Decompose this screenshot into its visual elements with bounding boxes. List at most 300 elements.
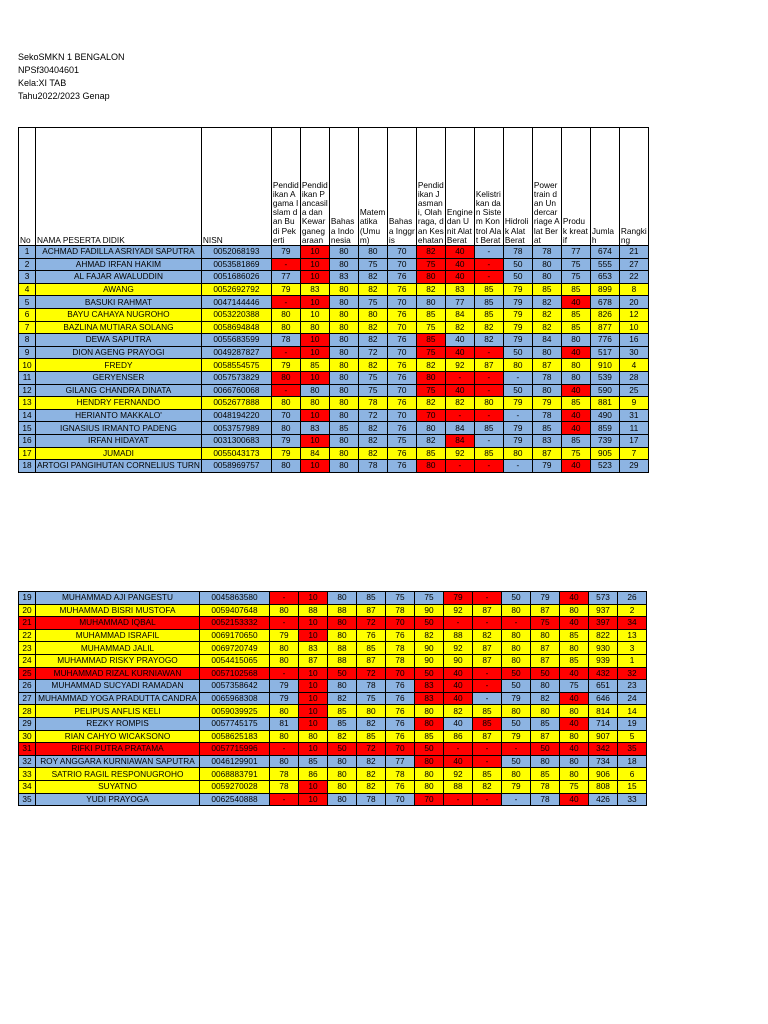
table-row — [19, 359, 649, 372]
table-cell: 80 — [560, 604, 589, 617]
nisn-cell: 0057573829 — [201, 371, 271, 384]
table-cell: 877 — [590, 321, 619, 334]
table-cell: - — [474, 409, 503, 422]
table-cell: 826 — [590, 308, 619, 321]
table-row — [19, 371, 649, 384]
table-cell: 82 — [531, 692, 560, 705]
table-cell: 80 — [329, 258, 358, 271]
table-row — [19, 384, 649, 397]
table-cell: 80 — [415, 717, 444, 730]
table-cell: 13 — [618, 629, 647, 642]
table-cell: - — [444, 743, 473, 756]
table-cell: 85 — [328, 705, 357, 718]
table-cell: 75 — [560, 780, 589, 793]
table-cell: 80 — [416, 371, 445, 384]
col-header: Power train dan Undercarriage Alat Berat — [532, 128, 561, 246]
table-cell: 27 — [619, 258, 648, 271]
table-cell: 84 — [445, 308, 474, 321]
table-cell: 72 — [357, 743, 386, 756]
table-cell: 714 — [589, 717, 618, 730]
table-cell: - — [473, 592, 502, 605]
table-cell: - — [473, 617, 502, 630]
table-cell: - — [474, 460, 503, 473]
table-cell: 10 — [299, 629, 328, 642]
table-cell: - — [474, 258, 503, 271]
table-cell: 87 — [357, 654, 386, 667]
table-cell: 40 — [445, 258, 474, 271]
table-cell: 82 — [358, 334, 387, 347]
table-cell: 75 — [357, 692, 386, 705]
table-cell: 397 — [589, 617, 618, 630]
student-name-cell: MUHAMMAD BISRI MUSTOFA — [36, 604, 200, 617]
nisn-cell: 0069720749 — [200, 642, 270, 655]
table-cell: 78 — [503, 246, 532, 259]
table-cell: - — [502, 793, 531, 806]
table-cell: 80 — [531, 755, 560, 768]
table-cell: 76 — [387, 334, 416, 347]
table-cell: - — [503, 460, 532, 473]
table-cell: - — [503, 409, 532, 422]
table-cell: 10 — [299, 667, 328, 680]
table-cell: 19 — [618, 717, 647, 730]
table-cell: - — [270, 592, 299, 605]
table-cell: - — [271, 346, 300, 359]
table-cell: 18 — [618, 755, 647, 768]
table-cell: 70 — [387, 321, 416, 334]
table-cell: 85 — [474, 447, 503, 460]
table-cell: 79 — [532, 460, 561, 473]
table-cell: 80 — [270, 730, 299, 743]
table-cell: 50 — [415, 617, 444, 630]
table-cell: 78 — [532, 409, 561, 422]
table-row — [19, 604, 647, 617]
table-cell: 26 — [19, 680, 36, 693]
table-cell: 79 — [503, 296, 532, 309]
table-cell: 10 — [299, 692, 328, 705]
table-cell: 40 — [561, 409, 590, 422]
grades-table-2 — [18, 591, 647, 806]
table-cell: 432 — [589, 667, 618, 680]
table-cell: 10 — [300, 346, 329, 359]
table-cell: 7 — [619, 447, 648, 460]
table-cell: 80 — [561, 359, 590, 372]
table-cell: 35 — [19, 793, 36, 806]
table-cell: 1 — [618, 654, 647, 667]
table-cell: 16 — [619, 334, 648, 347]
nisn-cell: 0052677888 — [201, 397, 271, 410]
table-cell: 85 — [357, 592, 386, 605]
student-name-cell: ACHMAD FADILLA ASRIYADI SAPUTRA — [36, 246, 202, 259]
table-cell: 75 — [561, 258, 590, 271]
table-cell: 80 — [328, 617, 357, 630]
table-cell: 80 — [270, 604, 299, 617]
table-cell: 87 — [473, 654, 502, 667]
table-cell: 88 — [444, 780, 473, 793]
table-cell: 79 — [271, 359, 300, 372]
table-cell: 85 — [532, 422, 561, 435]
table-cell: 79 — [503, 321, 532, 334]
table-cell: 85 — [474, 308, 503, 321]
table-cell: 85 — [328, 717, 357, 730]
table-row — [19, 680, 647, 693]
table-cell: 85 — [561, 434, 590, 447]
student-name-cell: SUYATNO — [36, 780, 200, 793]
table-cell: 35 — [618, 743, 647, 756]
table-cell: 734 — [589, 755, 618, 768]
table-cell: 25 — [619, 384, 648, 397]
table-cell: 76 — [386, 680, 415, 693]
table-cell: 80 — [270, 654, 299, 667]
table-cell: 80 — [329, 334, 358, 347]
student-name-cell: GERYENSER — [36, 371, 202, 384]
table-cell: 70 — [386, 743, 415, 756]
student-name-cell: SATRIO RAGIL RESPONUGROHO — [36, 768, 200, 781]
table-row — [19, 768, 647, 781]
student-name-cell: RIAN CAHYO WICAKSONO — [36, 730, 200, 743]
table-cell: 85 — [300, 359, 329, 372]
student-name-cell: AL FAJAR AWALUDDIN — [36, 271, 202, 284]
table-cell: 40 — [445, 271, 474, 284]
table-cell: 3 — [19, 271, 36, 284]
table-cell: 87 — [532, 447, 561, 460]
table-cell: 88 — [328, 654, 357, 667]
table-cell: 76 — [387, 371, 416, 384]
table-cell: 82 — [416, 246, 445, 259]
table-cell: 78 — [358, 397, 387, 410]
table-cell: 50 — [415, 743, 444, 756]
table-cell: 70 — [387, 258, 416, 271]
table-cell: 76 — [387, 397, 416, 410]
table-cell: - — [503, 371, 532, 384]
table-cell: 50 — [502, 667, 531, 680]
table-cell: 82 — [358, 359, 387, 372]
table-row — [19, 321, 649, 334]
table-cell: 82 — [474, 334, 503, 347]
table-cell: 76 — [387, 359, 416, 372]
nisn-cell: 0049287827 — [201, 346, 271, 359]
nisn-cell: 0055043173 — [201, 447, 271, 460]
table-cell: 76 — [387, 447, 416, 460]
table-cell: 75 — [560, 680, 589, 693]
table-cell: 19 — [19, 592, 36, 605]
table-cell: 21 — [19, 617, 36, 630]
table-cell: 25 — [19, 667, 36, 680]
table-cell: 1 — [19, 246, 36, 259]
table-cell: 70 — [271, 409, 300, 422]
table-cell: 18 — [19, 460, 36, 473]
table-row — [19, 717, 647, 730]
table-cell: 80 — [328, 592, 357, 605]
table-cell: 40 — [445, 346, 474, 359]
table-cell: - — [271, 384, 300, 397]
table-cell: 81 — [270, 717, 299, 730]
table-cell: 822 — [589, 629, 618, 642]
table-cell: 80 — [502, 604, 531, 617]
table-cell: 12 — [19, 384, 36, 397]
table-cell: 80 — [329, 397, 358, 410]
table-row — [19, 258, 649, 271]
table-cell: 87 — [531, 604, 560, 617]
table-cell: 5 — [19, 296, 36, 309]
table-cell: 85 — [357, 730, 386, 743]
table-cell: 80 — [300, 384, 329, 397]
table-row — [19, 346, 649, 359]
table-cell: 85 — [560, 629, 589, 642]
table-cell: 10 — [300, 271, 329, 284]
table-cell: 80 — [532, 271, 561, 284]
nisn-cell: 0055683599 — [201, 334, 271, 347]
table-cell: 76 — [357, 629, 386, 642]
table-cell: 79 — [532, 397, 561, 410]
table-cell: 33 — [618, 793, 647, 806]
student-name-cell: HENDRY FERNANDO — [36, 397, 202, 410]
table-cell: 31 — [619, 409, 648, 422]
table-row — [19, 705, 647, 718]
table-cell: 83 — [445, 283, 474, 296]
nisn-cell: 0048194220 — [201, 409, 271, 422]
table-cell: 80 — [502, 768, 531, 781]
table-cell: 27 — [19, 692, 36, 705]
table-cell: - — [474, 384, 503, 397]
table-cell: 80 — [270, 755, 299, 768]
table-cell: 678 — [590, 296, 619, 309]
table-cell: 87 — [531, 730, 560, 743]
table-cell: - — [473, 667, 502, 680]
table-cell: 9 — [19, 346, 36, 359]
table-cell: 85 — [473, 717, 502, 730]
table-cell: - — [473, 680, 502, 693]
table-cell: 50 — [502, 755, 531, 768]
table-cell: 10 — [300, 308, 329, 321]
table-cell: 16 — [19, 434, 36, 447]
table-row — [19, 409, 649, 422]
table-cell: 739 — [590, 434, 619, 447]
table-row — [19, 743, 647, 756]
table-cell: 10 — [299, 717, 328, 730]
table-cell: 70 — [386, 793, 415, 806]
table-cell: 92 — [444, 642, 473, 655]
col-header: Kelistrikan dan Sistem Kontrol Alat Berat — [474, 128, 503, 246]
nisn-cell: 0059039925 — [200, 705, 270, 718]
table-cell: 82 — [416, 283, 445, 296]
table-cell: 78 — [270, 780, 299, 793]
table-cell: - — [473, 692, 502, 705]
student-name-cell: DEWA SAPUTRA — [36, 334, 202, 347]
table-cell: 80 — [358, 308, 387, 321]
table-cell: 80 — [300, 397, 329, 410]
table-cell: 82 — [358, 271, 387, 284]
table-cell: - — [474, 246, 503, 259]
table-cell: 77 — [386, 755, 415, 768]
table-cell: 80 — [532, 346, 561, 359]
table-cell: 10 — [300, 296, 329, 309]
table-cell: 80 — [502, 642, 531, 655]
table-cell: 87 — [531, 654, 560, 667]
table-cell: 75 — [358, 384, 387, 397]
table-cell: 80 — [502, 705, 531, 718]
table-cell: 83 — [415, 680, 444, 693]
table-cell: 80 — [271, 422, 300, 435]
table-cell: 80 — [416, 422, 445, 435]
table-cell: 2 — [618, 604, 647, 617]
table-cell: 92 — [444, 604, 473, 617]
table-cell: 80 — [328, 780, 357, 793]
table-cell: 80 — [329, 296, 358, 309]
table-cell: - — [502, 743, 531, 756]
table-cell: 10 — [299, 617, 328, 630]
table-cell: 83 — [532, 434, 561, 447]
table-cell: 87 — [532, 359, 561, 372]
table-row — [19, 334, 649, 347]
table-cell: 75 — [358, 371, 387, 384]
student-name-cell: ARTOGI PANGIHUTAN CORNELIUS TURN — [37, 460, 200, 471]
table-cell: 84 — [445, 422, 474, 435]
student-name-cell: IGNASIUS IRMANTO PADENG — [36, 422, 202, 435]
table-row — [19, 654, 647, 667]
table-cell: 82 — [416, 397, 445, 410]
table-cell: 80 — [357, 705, 386, 718]
table-cell: 75 — [416, 321, 445, 334]
table-cell: 523 — [590, 460, 619, 473]
table-cell: - — [271, 296, 300, 309]
table-cell: 82 — [416, 359, 445, 372]
table-cell: 9 — [619, 397, 648, 410]
table-cell: 11 — [619, 422, 648, 435]
table-cell: 90 — [444, 654, 473, 667]
table-cell: 70 — [415, 793, 444, 806]
table-cell: 10 — [300, 371, 329, 384]
table-cell: 79 — [271, 246, 300, 259]
nisn-cell: 0052153332 — [200, 617, 270, 630]
table-cell: 80 — [532, 258, 561, 271]
nisn-cell: 0052068193 — [201, 246, 271, 259]
table-cell: 26 — [618, 592, 647, 605]
table-cell: 82 — [358, 422, 387, 435]
table-cell: 87 — [473, 730, 502, 743]
table-cell: 939 — [589, 654, 618, 667]
table-cell: 75 — [358, 296, 387, 309]
student-name-cell: MUHAMMAD JALIL — [36, 642, 200, 655]
table-row — [19, 755, 647, 768]
table-cell: 40 — [561, 384, 590, 397]
table-cell: 87 — [531, 642, 560, 655]
table-cell: 5 — [618, 730, 647, 743]
table-cell: 651 — [589, 680, 618, 693]
table-cell: 10 — [300, 409, 329, 422]
table-cell: 50 — [503, 346, 532, 359]
table-cell: 75 — [358, 258, 387, 271]
table-cell: - — [474, 346, 503, 359]
student-name-cell: IRFAN HIDAYAT — [36, 434, 202, 447]
table-cell: 29 — [619, 460, 648, 473]
table-cell: 937 — [589, 604, 618, 617]
table-cell: 28 — [19, 705, 36, 718]
table-cell: 75 — [415, 592, 444, 605]
table-row — [19, 434, 649, 447]
table-cell: 10 — [299, 680, 328, 693]
table-cell: 14 — [19, 409, 36, 422]
student-name-cell: MUHAMMAD RISKY PRAYOGO — [36, 654, 200, 667]
student-name-cell: ROY ANGGARA KURNIAWAN SAPUTRA — [36, 755, 200, 768]
table-cell: - — [445, 371, 474, 384]
student-name-cell: MUHAMMAD ISRAFIL — [36, 629, 200, 642]
table-cell: 490 — [590, 409, 619, 422]
table-cell: 78 — [357, 793, 386, 806]
student-name-cell: MUHAMMAD RIZAL KURNIAWAN — [36, 667, 200, 680]
table-cell: 76 — [386, 629, 415, 642]
table-cell: 50 — [502, 680, 531, 693]
table-row — [19, 629, 647, 642]
table-cell: 24 — [618, 692, 647, 705]
table-cell: - — [444, 617, 473, 630]
table-cell: 80 — [329, 447, 358, 460]
table-cell: 15 — [618, 780, 647, 793]
nisn-cell: 0052692792 — [201, 283, 271, 296]
table-cell: - — [473, 743, 502, 756]
table-cell: 653 — [590, 271, 619, 284]
table-cell: 76 — [386, 780, 415, 793]
table-cell: 79 — [503, 422, 532, 435]
table-cell: 82 — [328, 692, 357, 705]
table-cell: 87 — [473, 604, 502, 617]
table-cell: 78 — [270, 768, 299, 781]
table-cell: 10 — [619, 321, 648, 334]
table-cell: 40 — [444, 667, 473, 680]
table-row — [19, 246, 649, 259]
table-cell: 776 — [590, 334, 619, 347]
table-cell: 78 — [532, 371, 561, 384]
table-cell: 85 — [473, 705, 502, 718]
table-cell: 76 — [387, 422, 416, 435]
table-cell: 82 — [445, 321, 474, 334]
table-row — [19, 460, 649, 473]
col-header: Bahasa Inggris — [387, 128, 416, 246]
table-cell: 80 — [270, 642, 299, 655]
table-cell: 3 — [618, 642, 647, 655]
table-cell: 79 — [502, 730, 531, 743]
table-cell: 10 — [300, 258, 329, 271]
table-cell: 11 — [19, 371, 36, 384]
table-cell: 899 — [590, 283, 619, 296]
npsn-line: NPSf30404601 — [18, 65, 80, 75]
table-cell: 87 — [474, 359, 503, 372]
table-cell: 40 — [444, 755, 473, 768]
table-cell: 539 — [590, 371, 619, 384]
student-name-cell: MUHAMMAD AJI PANGESTU — [36, 592, 200, 605]
table-cell: 82 — [444, 705, 473, 718]
table-cell: 80 — [416, 460, 445, 473]
table-cell: 75 — [561, 271, 590, 284]
school-name: SekoSMKN 1 BENGALON — [18, 52, 125, 62]
nisn-cell: 0031300683 — [201, 434, 271, 447]
table-cell: 77 — [561, 246, 590, 259]
table-cell: 50 — [328, 667, 357, 680]
table-cell: 555 — [590, 258, 619, 271]
table-cell: 90 — [415, 654, 444, 667]
table-cell: 80 — [328, 629, 357, 642]
table-cell: 80 — [271, 460, 300, 473]
class-line: Kela:XI TAB — [18, 78, 67, 88]
table-cell: - — [445, 409, 474, 422]
header-row — [19, 128, 649, 246]
table-cell: 79 — [271, 434, 300, 447]
nisn-cell: 0053220388 — [201, 308, 271, 321]
col-header: Pendidikan Pancasila dan Kewarganegaraan — [300, 128, 329, 246]
table-cell: 30 — [619, 346, 648, 359]
table-cell: 72 — [357, 617, 386, 630]
nisn-cell: 0046129901 — [200, 755, 270, 768]
table-cell: 85 — [473, 768, 502, 781]
